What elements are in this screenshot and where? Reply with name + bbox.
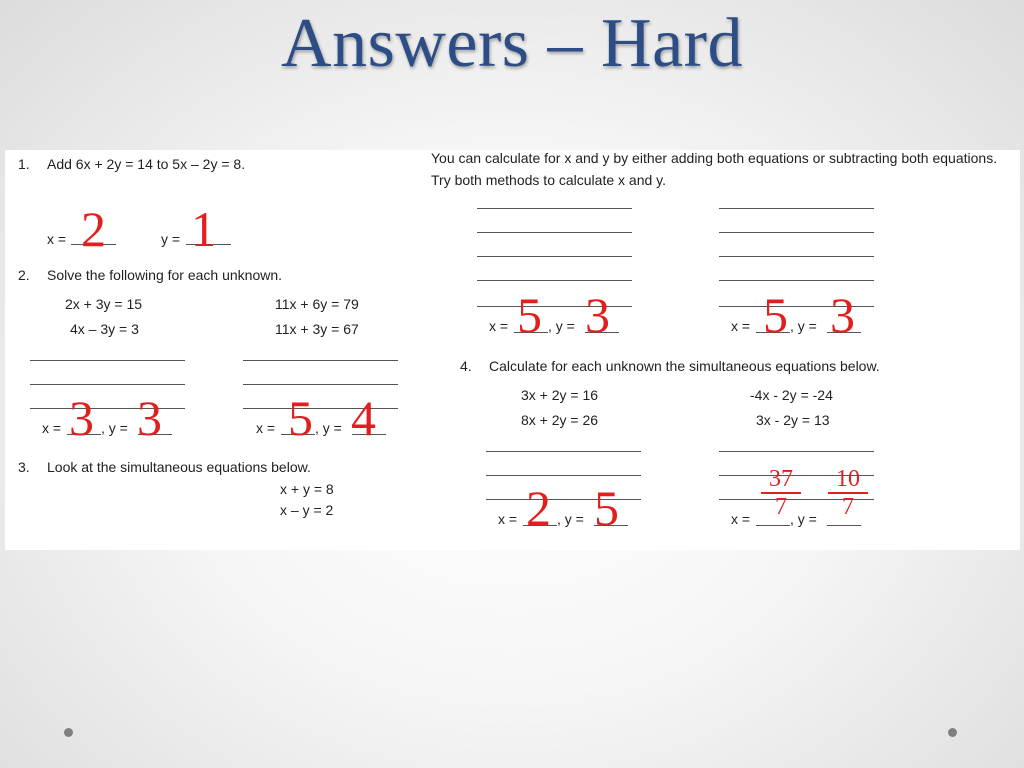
q4a-x-label: x = <box>498 511 518 527</box>
q1-y-answer: 1 <box>191 201 216 257</box>
q3-equation-1: x + y = 8 <box>280 481 334 497</box>
q3-equation-2: x – y = 2 <box>280 502 334 518</box>
q3a-y-label: , y = <box>548 318 575 334</box>
working-line <box>30 360 185 361</box>
q4b-x-blank <box>756 525 790 526</box>
q1-text: Add 6x + 2y = 14 to 5x – 2y = 8. <box>47 156 246 172</box>
q4b-equation-2: 3x - 2y = 13 <box>756 412 830 428</box>
q2b-x-answer: 5 <box>288 390 313 446</box>
slide-title: Answers – Hard <box>281 5 743 82</box>
q2b-equation-2: 11x + 3y = 67 <box>275 321 359 337</box>
q2a-x-label: x = <box>42 420 62 436</box>
working-line <box>719 280 874 281</box>
working-line <box>243 360 398 361</box>
q1-number: 1. <box>18 156 30 172</box>
working-line <box>477 256 632 257</box>
working-line <box>719 232 874 233</box>
q3-instructions: You can calculate for x and y by either adding both equations or subtracting both equations. Try both methods to calculate x and y. <box>431 150 998 188</box>
q3b-y-answer: 3 <box>830 287 855 343</box>
working-line <box>477 232 632 233</box>
q2-number: 2. <box>18 267 30 283</box>
q4-text: Calculate for each unknown the simultaneous equations below. <box>489 358 880 374</box>
working-line <box>486 451 641 452</box>
q1-x-answer: 2 <box>81 201 106 257</box>
q4b-y-label: , y = <box>790 511 817 527</box>
q4b-x-numerator: 37 <box>761 466 801 494</box>
q1-y-label: y = <box>161 231 181 247</box>
working-line <box>477 280 632 281</box>
decorative-dot-icon <box>64 728 73 737</box>
q2a-equation-2: 4x – 3y = 3 <box>70 321 139 337</box>
q2b-equation-1: 11x + 6y = 79 <box>275 296 359 312</box>
q2b-x-label: x = <box>256 420 276 436</box>
working-line <box>486 475 641 476</box>
working-line <box>243 384 398 385</box>
q3a-x-answer: 5 <box>517 287 542 343</box>
q4a-equation-2: 8x + 2y = 26 <box>521 412 599 428</box>
q2a-y-answer: 3 <box>137 390 162 446</box>
q3a-y-answer: 3 <box>585 287 610 343</box>
q4-number: 4. <box>460 358 472 374</box>
q3b-x-answer: 5 <box>763 287 788 343</box>
worksheet <box>5 150 1020 550</box>
q2b-y-answer: 4 <box>351 390 376 446</box>
q2a-x-answer: 3 <box>69 390 94 446</box>
working-line <box>477 208 632 209</box>
working-line <box>719 256 874 257</box>
working-line <box>719 208 874 209</box>
q3-text: Look at the simultaneous equations below. <box>47 459 311 475</box>
q2a-y-label: , y = <box>101 420 128 436</box>
decorative-dot-icon <box>948 728 957 737</box>
q3a-x-label: x = <box>489 318 509 334</box>
q4a-x-answer: 2 <box>526 480 551 536</box>
q4b-x-label: x = <box>731 511 751 527</box>
q3b-y-label: , y = <box>790 318 817 334</box>
q2-text: Solve the following for each unknown. <box>47 267 283 283</box>
q4b-y-blank <box>827 525 861 526</box>
q4a-y-answer: 5 <box>594 480 619 536</box>
q2a-equation-1: 2x + 3y = 15 <box>65 296 143 312</box>
q4b-y-answer <box>828 466 868 520</box>
working-line <box>30 384 185 385</box>
working-line <box>719 451 874 452</box>
q1-x-label: x = <box>47 231 67 247</box>
q4b-y-denominator: 7 <box>842 494 854 520</box>
q3-number: 3. <box>18 459 30 475</box>
q2b-y-label: , y = <box>315 420 342 436</box>
q4b-y-numerator: 10 <box>828 466 868 494</box>
q4b-equation-1: -4x - 2y = -24 <box>750 387 833 403</box>
q3b-x-label: x = <box>731 318 751 334</box>
q4a-equation-1: 3x + 2y = 16 <box>521 387 599 403</box>
q4b-x-denominator: 7 <box>775 494 787 520</box>
q4a-y-label: , y = <box>557 511 584 527</box>
